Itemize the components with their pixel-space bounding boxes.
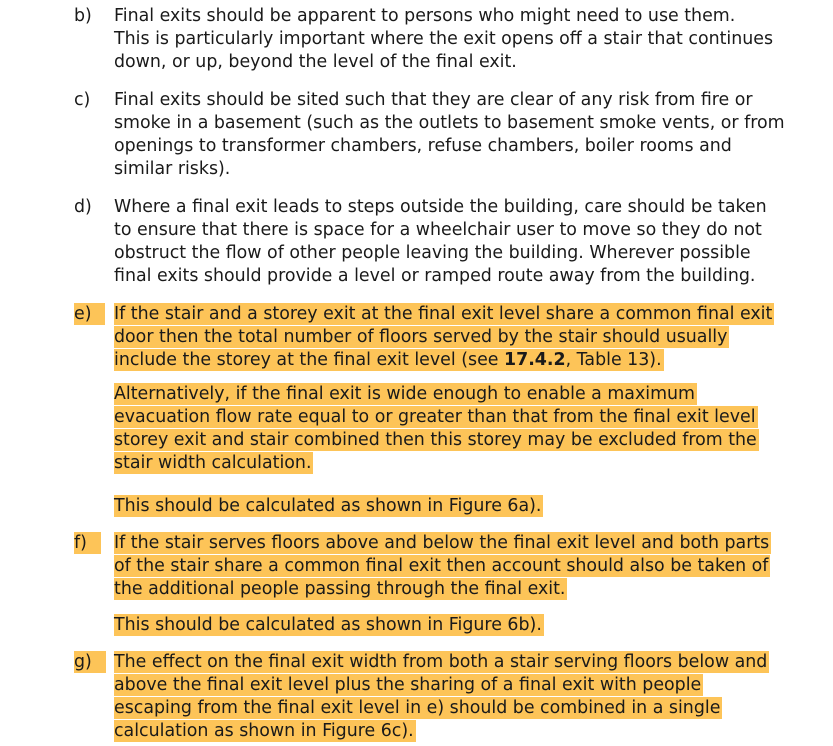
text-line: similar risks). [114, 159, 231, 179]
item-label: d) [74, 197, 92, 217]
text-line: storey exit and stair combined then this storey may be excluded from the [114, 430, 757, 450]
text-line: Final exits should be apparent to persons who might need to use them. [114, 6, 736, 26]
text-line: to ensure that there is space for a wheelchair user to move so they do not [114, 220, 762, 240]
text-line: Final exits should be sited such that they are clear of any risk from fire or [114, 90, 753, 110]
clause-reference-link[interactable]: 17.4.2 [504, 350, 566, 370]
text-line: escaping from the final exit level in e) should be combined in a single [114, 698, 721, 718]
text-line: the additional people passing through the final exit. [114, 579, 566, 599]
text-line: calculation as shown in Figure 6c). [114, 721, 414, 741]
text-segment: include the storey at the final exit level (see [114, 350, 504, 370]
text-segment: , Table 13). [565, 350, 662, 370]
text-line: Alternatively, if the final exit is wide enough to enable a maximum [114, 384, 695, 404]
text-line: The effect on the final exit width from both a stair serving floors below and [114, 652, 768, 672]
text-line: above the final exit level plus the sharing of a final exit with people [114, 675, 702, 695]
text-line: down, or up, beyond the level of the final exit. [114, 52, 517, 72]
text-line: final exits should provide a level or ramped route away from the building. [114, 266, 756, 286]
text-line: This should be calculated as shown in Figure 6a). [114, 496, 542, 516]
item-label: c) [74, 90, 91, 110]
text-line: If the stair serves floors above and below the final exit level and both parts [114, 533, 770, 553]
item-label: b) [74, 6, 92, 26]
text-line: smoke in a basement (such as the outlets to basement smoke vents, or from [114, 113, 785, 133]
item-label: f) [74, 532, 101, 554]
item-label: g) [74, 651, 106, 673]
text-line: Where a final exit leads to steps outside the building, care should be taken [114, 197, 767, 217]
text-line: This should be calculated as shown in Figure 6b). [114, 615, 542, 635]
text-line [114, 349, 664, 371]
text-line: obstruct the flow of other people leaving the building. Wherever possible [114, 243, 751, 263]
text-line: of the stair share a common final exit then account should also be taken of [114, 556, 769, 576]
text-line: This is particularly important where the exit opens off a stair that continues [114, 29, 774, 49]
text-line: openings to transformer chambers, refuse chambers, boiler rooms and [114, 136, 732, 156]
text-line: evacuation flow rate equal to or greater than that from the final exit level [114, 407, 756, 427]
text-line: If the stair and a storey exit at the final exit level share a common final exit [114, 304, 773, 324]
text-line: stair width calculation. [114, 453, 312, 473]
text-line: door then the total number of floors served by the stair should usually [114, 327, 728, 347]
item-label: e) [74, 303, 105, 325]
